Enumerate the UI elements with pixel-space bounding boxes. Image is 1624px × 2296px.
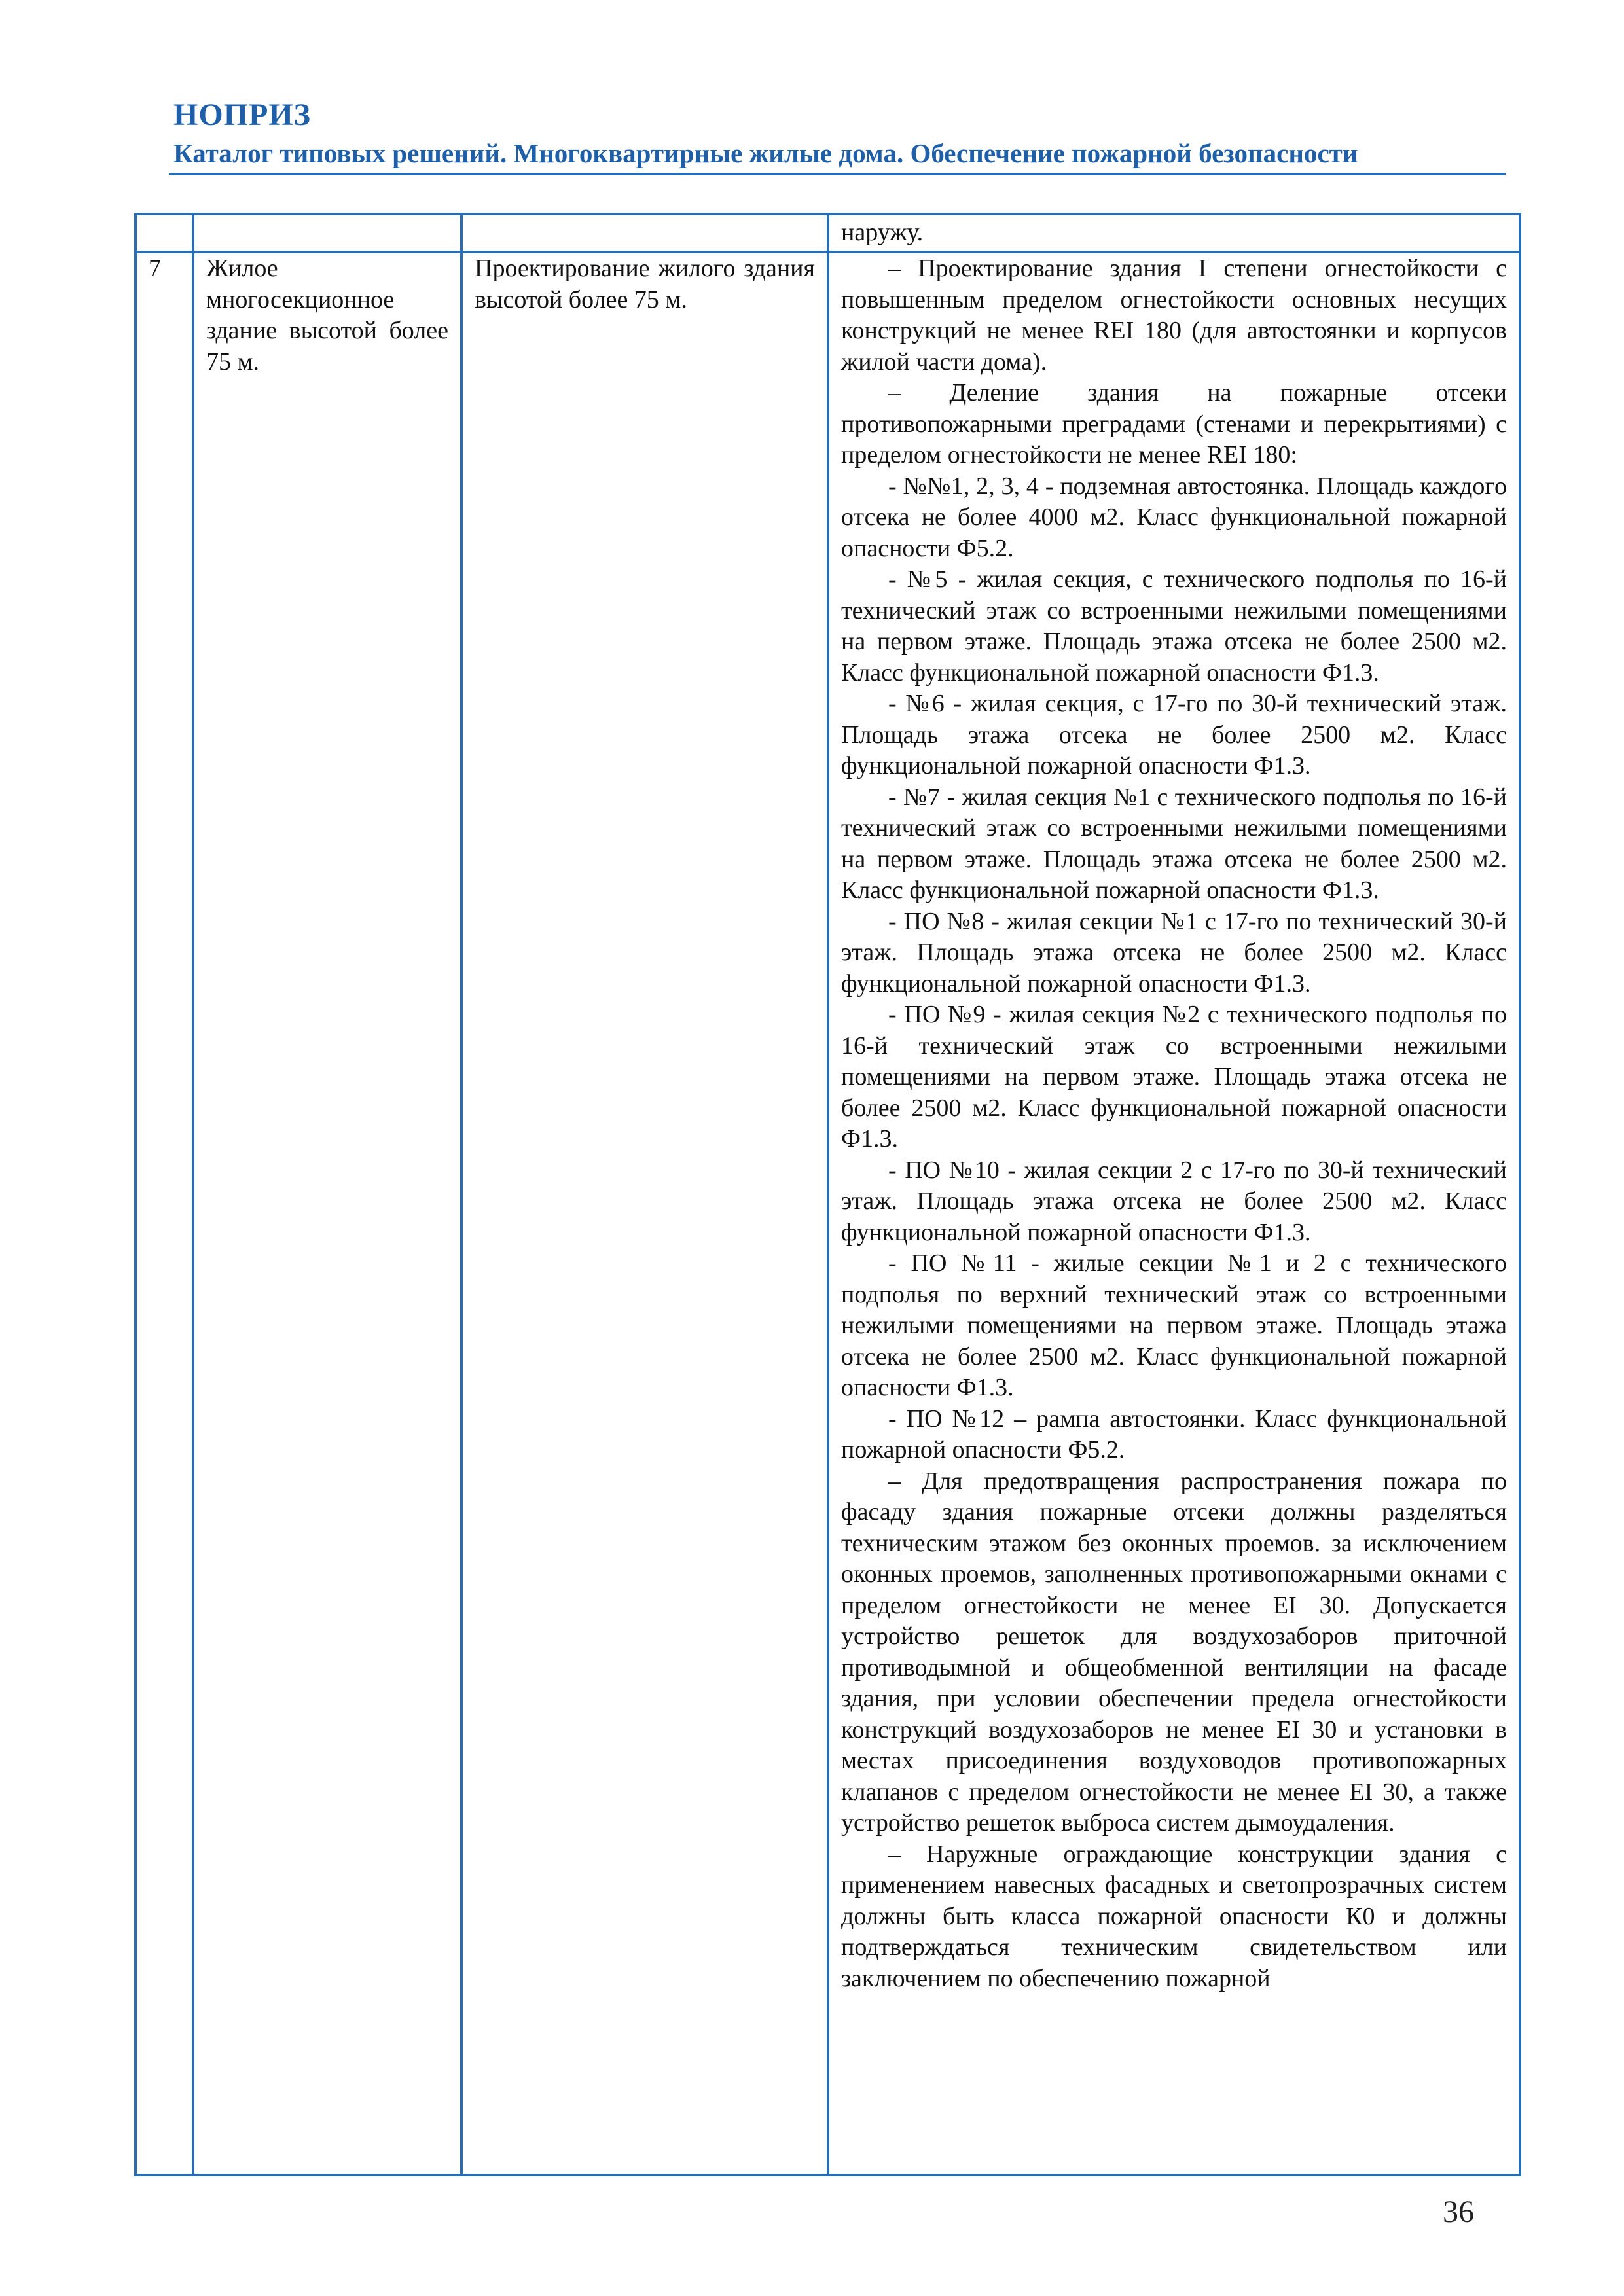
solution-paragraph: - ПО №10 - жилая секции 2 с 17-го по 30-й технический этаж. Площадь этажа отсека не более 2500 м2. Класс функциональной пожарной опасности Ф1.3. <box>841 1156 1507 1246</box>
header-subtitle: Каталог типовых решений. Многоквартирные жилые дома. Обеспечение пожарной безопасности <box>173 138 1358 168</box>
table-row-continuation <box>135 214 1520 252</box>
solution-paragraph: - №5 - жилая секция, с технического подполья по 16-й технический этаж со встроенными нежилыми помещениями на первом этаже. Площадь этажа отсека не более 2500 м2. Класс функциональной пожарной опасности Ф1.3. <box>841 565 1507 687</box>
row-number: 7 <box>135 252 193 2175</box>
solution-paragraph: - №№1, 2, 3, 4 - подземная автостоянка. Площадь каждого отсека не более 4000 м2. Класс функциональной пожарной опасности Ф5.2. <box>841 472 1507 562</box>
solution-paragraph: - №6 - жилая секция, с 17-го по 30-й технический этаж. Площадь этажа отсека не более 2500 м2. Класс функциональной пожарной опасности Ф1.3. <box>841 690 1507 780</box>
solution-paragraph: – Наружные ограждающие конструкции здания с применением навесных фасадных и светопрозрачных систем должны быть класса пожарной опасности К0 и должны подтверждаться техническим свидетельством или заключением по обеспечению пожарной <box>841 1840 1507 1992</box>
solution-paragraph: – Деление здания на пожарные отсеки противопожарными преградами (стенами и перекрытиями) с пределом огнестойкости не менее REI 180: <box>841 379 1507 469</box>
header-divider <box>169 173 1506 175</box>
cell-empty <box>135 214 193 252</box>
solution-paragraph: - ПО №12 – рампа автостоянки. Класс функциональной пожарной опасности Ф5.2. <box>841 1405 1507 1463</box>
solution-paragraph: – Для предотвращения распространения пожара по фасаду здания пожарные отсеки должны разделяться техническим этажом без оконных проемов. за исключением оконных проемов, заполненных противопожарными окнами с пределом огнестойкости не менее EI 30. Допускается устройство решеток для воздухозаборов приточной противодымной и общеобменной вентиляции на фасаде здания, при условии обеспечении предела огнестойкости конструкций воздухозаборов не менее EI 30 и установки в местах присоединения воздуховодов противопожарных клапанов с пределом огнестойкости не менее EI 30, а также устройство решеток выброса систем дымоудаления. <box>841 1467 1507 1837</box>
solution-paragraph: – Проектирование здания I степени огнестойкости с повышенным пределом огнестойкости основных несущих конструкций не менее REI 180 (для автостоянки и корпусов жилой части дома). <box>841 255 1507 376</box>
object-description: Жилое многосекционное здание высотой более 75 м. <box>193 252 461 2175</box>
page-number: 36 <box>1443 2195 1474 2229</box>
cell-continuation-text: наружу. <box>828 214 1520 252</box>
solution-paragraph: - ПО №11 - жилые секции №1 и 2 с технического подполья по верхний технический этаж со встроенными нежилыми помещениями на первом этаже. Площадь этажа отсека не более 2500 м2. Класс функциональной пожарной опасности Ф1.3. <box>841 1249 1507 1401</box>
solution-paragraph: - ПО №8 - жилая секции №1 с 17-го по технический 30-й этаж. Площадь этажа отсека не более 2500 м2. Класс функциональной пожарной опасности Ф1.3. <box>841 907 1507 997</box>
cell-empty <box>193 214 461 252</box>
solution-paragraph: - №7 - жилая секция №1 с технического подполья по 16-й технический этаж со встроенными нежилыми помещениями на первом этаже. Площадь этажа отсека не более 2500 м2. Класс функциональной пожарной опасности Ф1.3. <box>841 783 1507 904</box>
solutions-table <box>134 213 1521 2176</box>
solution-cell <box>828 252 1520 2175</box>
header-organization: НОПРИЗ <box>173 98 311 132</box>
cell-empty <box>461 214 828 252</box>
table-row <box>135 252 1520 2175</box>
problem-description: Проектирование жилого здания высотой более 75 м. <box>461 252 828 2175</box>
solution-paragraph: - ПО №9 - жилая секция №2 с технического подполья по 16-й технический этаж со встроенными нежилыми помещениями на первом этаже. Площадь этажа отсека не более 2500 м2. Класс функциональной пожарной опасности Ф1.3. <box>841 1001 1507 1153</box>
